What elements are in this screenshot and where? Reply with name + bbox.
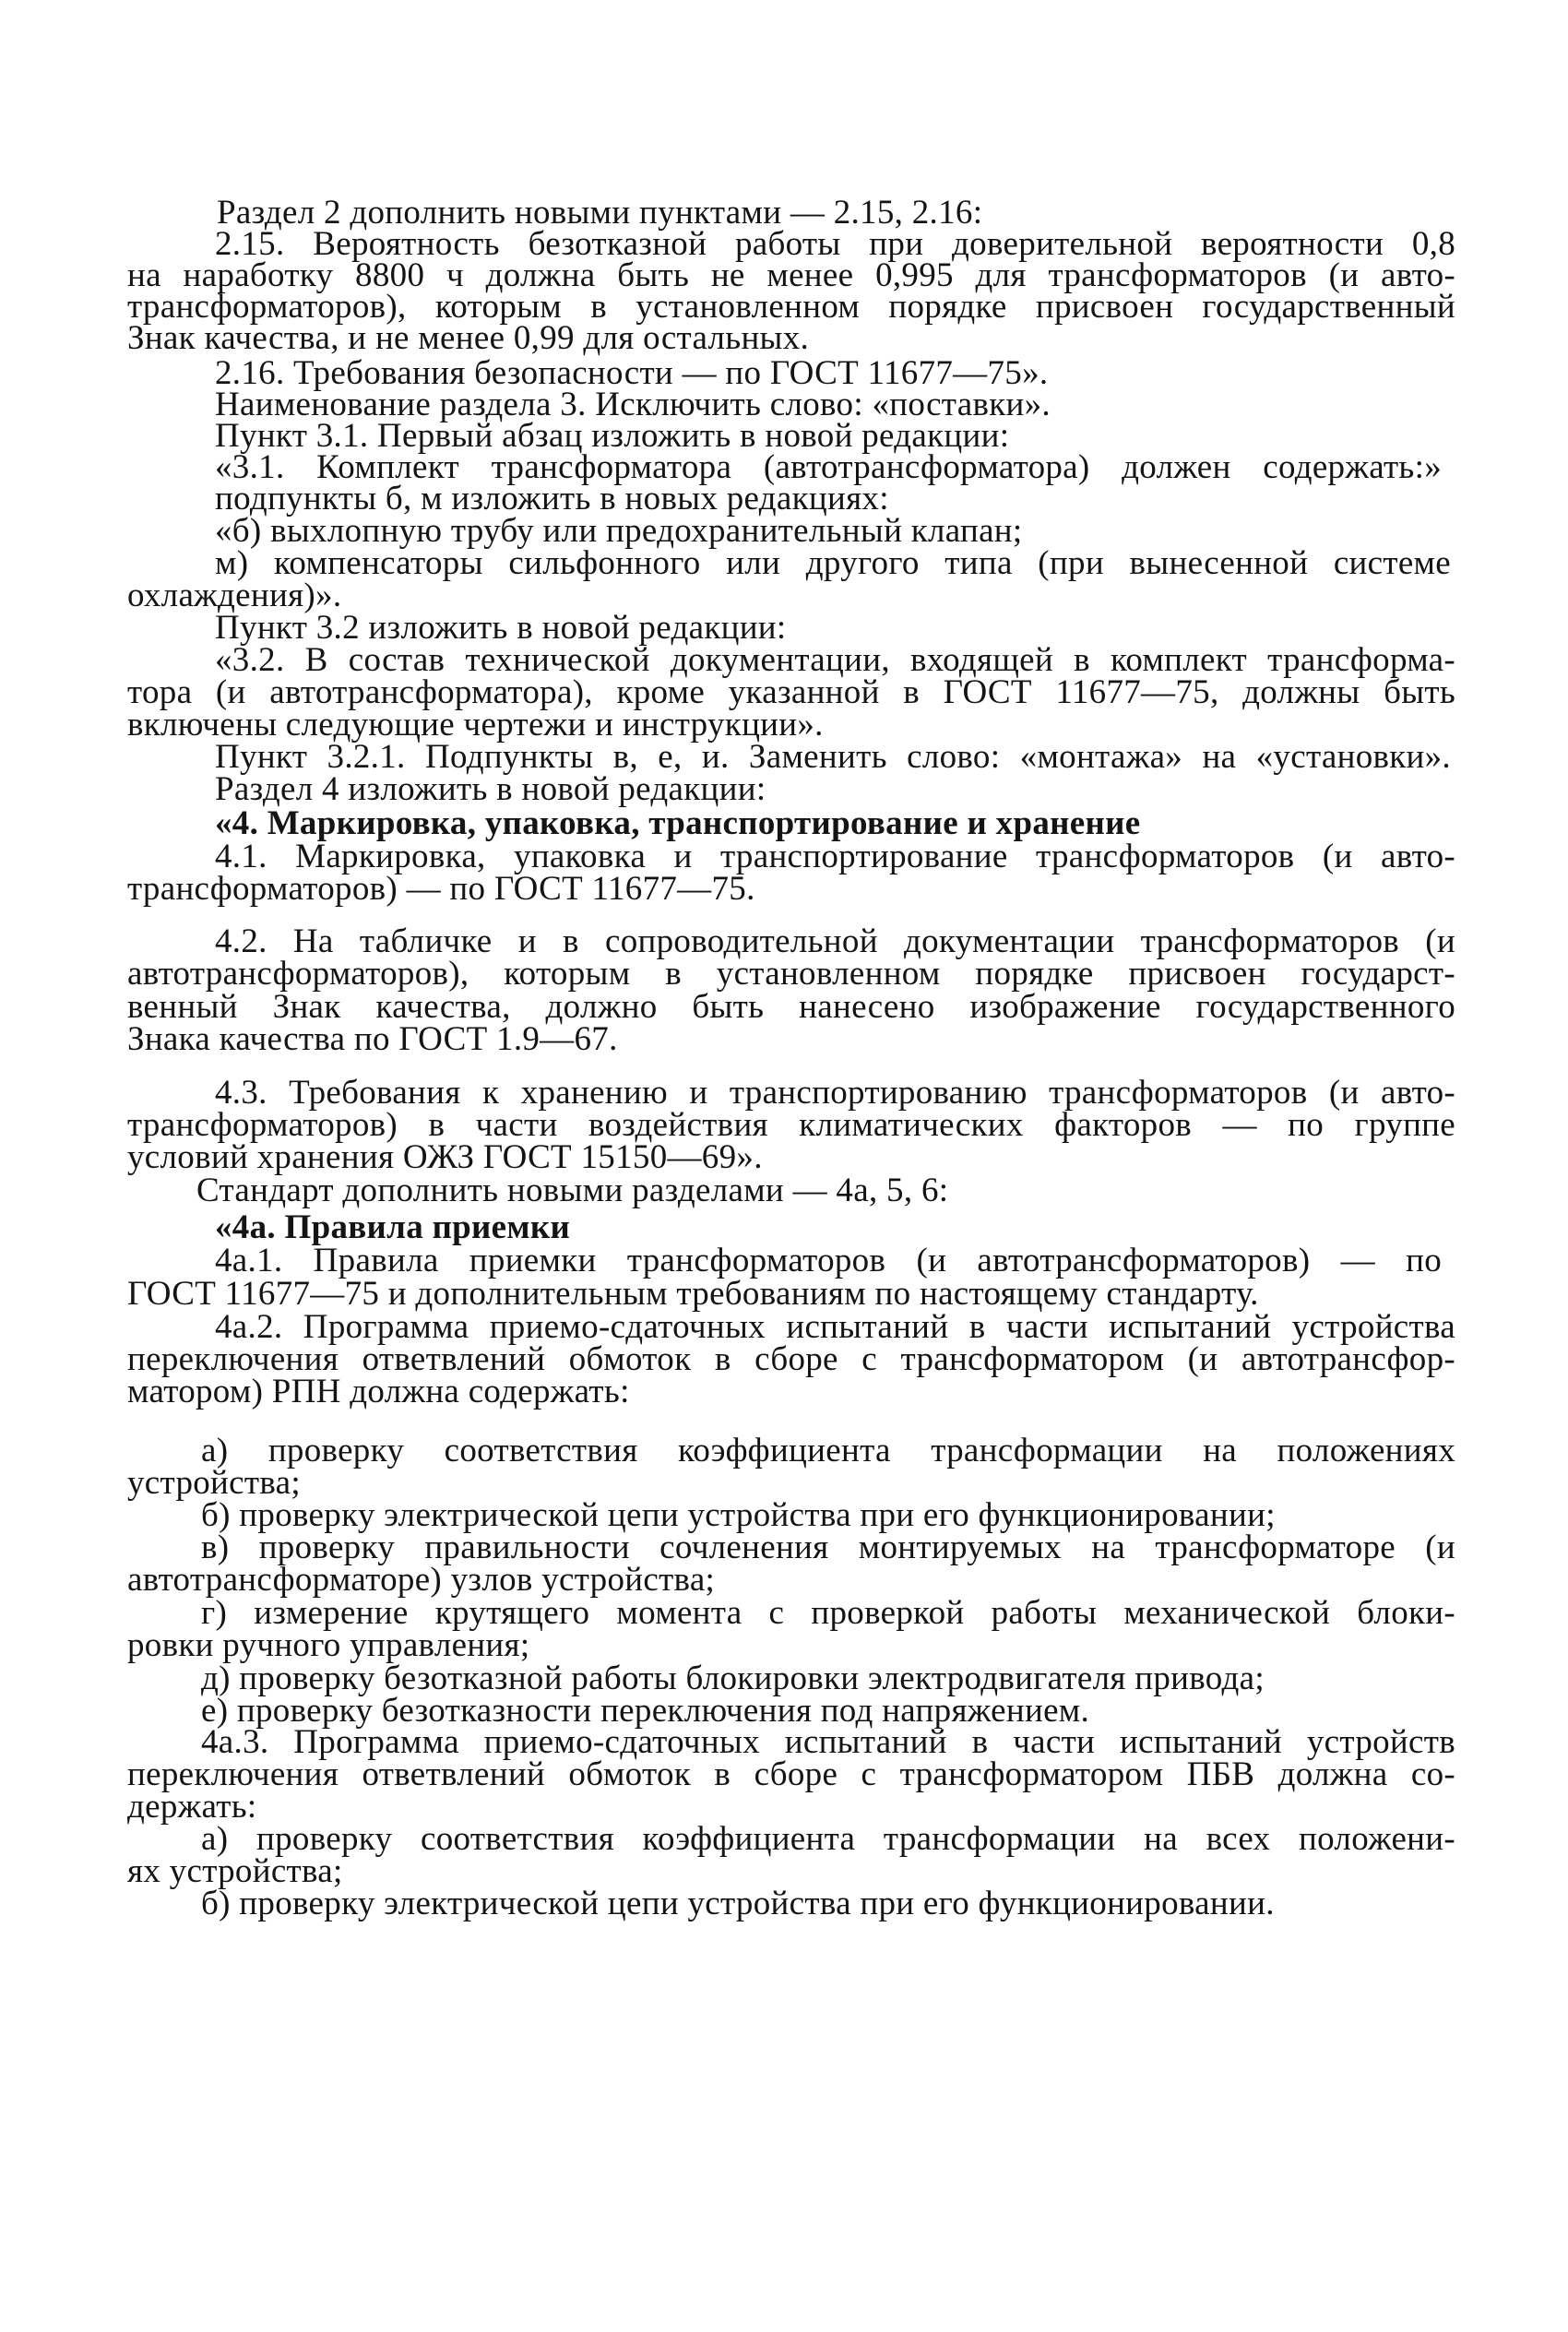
text-line: м) компенсаторы сильфонного или другого типа (при вынесенной системе xyxy=(215,544,1451,582)
text-line: ГОСТ 11677—75 и дополнительным требованиям по настоящему стандарту. xyxy=(127,1275,1259,1313)
text-line: 4а.3. Программа приемо-сдаточных испытаний в части испытаний устройств xyxy=(201,1723,1455,1761)
text-line: а) проверку соответствия коэффициента трансформации на положениях xyxy=(201,1432,1455,1469)
text-line: устройства; xyxy=(127,1464,301,1502)
text-line: Раздел 4 изложить в новой редакции: xyxy=(215,770,766,808)
text-line: 4а.2. Программа приемо-сдаточных испытаний в части испытаний устройства xyxy=(215,1308,1455,1346)
text-line: в) проверку правильности сочленения монтируемых на трансформаторе (и xyxy=(201,1529,1455,1566)
text-line: ях устройства; xyxy=(127,1852,343,1890)
text-line: венный Знак качества, должно быть нанесено изображение государственного xyxy=(127,988,1455,1026)
section-heading: «4. Маркировка, упаковка, транспортирование и хранение xyxy=(215,804,1141,842)
text-line: трансформаторов), которым в установленном порядке присвоен государственный xyxy=(127,288,1455,326)
text-line: «3.1. Комплект трансформатора (автотрансформатора) должен содержать:» xyxy=(215,448,1442,486)
text-line: Стандарт дополнить новыми разделами — 4а, 5, 6: xyxy=(196,1172,949,1209)
section-heading: «4а. Правила приемки xyxy=(215,1208,571,1246)
text-line: трансформаторов) — по ГОСТ 11677—75. xyxy=(127,870,755,908)
text-line: Пункт 3.2.1. Подпункты в, е, и. Заменить слово: «монтажа» на «установки». xyxy=(215,738,1451,776)
text-line: держать: xyxy=(127,1788,257,1826)
text-line: Знак качества, и не менее 0,99 для остальных. xyxy=(127,319,810,357)
text-line: д) проверку безотказной работы блокировки электродвигателя привода; xyxy=(201,1660,1265,1697)
text-line: Раздел 2 дополнить новыми пунктами — 2.15, 2.16: xyxy=(217,194,983,232)
text-line: 4.2. На табличке и в сопроводительной документации трансформаторов (и xyxy=(215,922,1455,960)
text-line: на наработку 8800 ч должна быть не менее 0,995 для трансформаторов (и авто- xyxy=(127,256,1455,294)
text-line: б) проверку электрической цепи устройства при его функционировании. xyxy=(201,1885,1275,1922)
text-line: автотрансформаторов), которым в установленном порядке присвоен государст- xyxy=(127,955,1455,993)
text-line: 4а.1. Правила приемки трансформаторов (и автотрансформаторов) — по xyxy=(215,1242,1442,1279)
text-line: Пункт 3.2 изложить в новой редакции: xyxy=(215,609,787,647)
text-line: «3.2. В состав технической документации, входящей в комплект трансформа- xyxy=(215,641,1455,679)
text-line: б) проверку электрической цепи устройства при его функционировании; xyxy=(201,1496,1276,1534)
text-line: а) проверку соответствия коэффициента трансформации на всех положени- xyxy=(201,1820,1455,1858)
text-line: тора (и автотрансформатора), кроме указанной в ГОСТ 11677—75, должны быть xyxy=(127,673,1455,711)
text-line: 2.16. Требования безопасности — по ГОСТ 11677—75». xyxy=(215,354,1049,392)
text-line: 4.3. Требования к хранению и транспортированию трансформаторов (и авто- xyxy=(215,1074,1455,1112)
text-line: Пункт 3.1. Первый абзац изложить в новой редакции: xyxy=(215,417,1010,455)
text-line: 2.15. Вероятность безотказной работы при доверительной вероятности 0,8 xyxy=(215,225,1455,263)
text-line: ровки ручного управления; xyxy=(127,1626,530,1664)
text-line: автотрансформаторе) узлов устройства; xyxy=(127,1561,716,1599)
text-line: Знака качества по ГОСТ 1.9—67. xyxy=(127,1020,618,1058)
text-line: включены следующие чертежи и инструкции». xyxy=(127,706,824,744)
text-line: подпункты б, м изложить в новых редакциях: xyxy=(215,480,889,518)
text-line: трансформаторов) в части воздействия климатических факторов — по группе xyxy=(127,1106,1455,1144)
text-line: Наименование раздела 3. Исключить слово: «поставки». xyxy=(215,386,1051,423)
text-line: переключения ответвлений обмоток в сборе с трансформатором (и автотрансфор- xyxy=(127,1340,1455,1378)
text-line: условий хранения ОЖЗ ГОСТ 15150—69». xyxy=(127,1138,763,1176)
text-line: е) проверку безотказности переключения под напряжением. xyxy=(201,1692,1090,1730)
text-line: матором) РПН должна содержать: xyxy=(127,1373,630,1410)
text-line: переключения ответвлений обмоток в сборе с трансформатором ПБВ должна со- xyxy=(127,1755,1455,1793)
text-line: 4.1. Маркировка, упаковка и транспортирование трансформаторов (и авто- xyxy=(215,838,1455,875)
text-line: «б) выхлопную трубу или предохранительный клапан; xyxy=(215,512,1023,550)
text-line: охлаждения)». xyxy=(127,577,342,614)
text-line: г) измерение крутящего момента с проверкой работы механической блоки- xyxy=(201,1594,1455,1632)
